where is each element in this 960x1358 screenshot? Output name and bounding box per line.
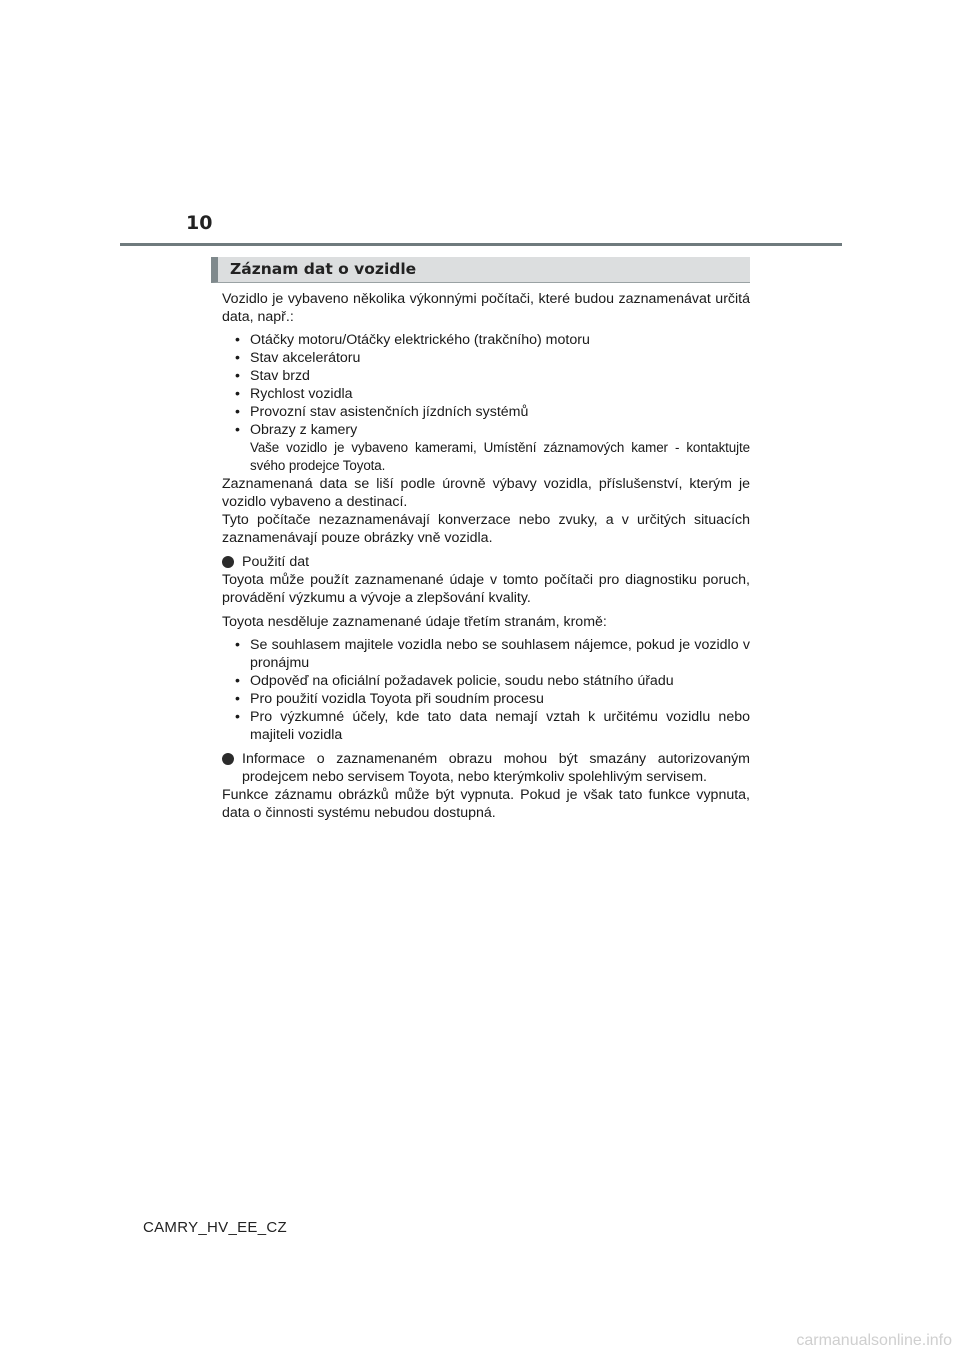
deletion-paragraph: Informace o zaznamenaném obrazu mohou být smazány autorizovaným prodejcem nebo servisem Toyota, nebo kterýmkoliv spolehlivým servisem. [242, 751, 750, 785]
usage-block [222, 553, 750, 607]
page-number: 10 [186, 212, 213, 234]
section-content [222, 290, 750, 822]
bullet-dot-icon: • [235, 332, 240, 348]
list-item: • Pro výzkumné účely, kde tato data nemají vztah k určitému vozidlu nebo majiteli vozidla [235, 709, 750, 743]
list-item: • Stav akcelerátoru [235, 350, 361, 366]
bullet-dot-icon: • [235, 386, 240, 402]
list-item: • Odpověď na oficiální požadavek policie, soudu nebo státního úřadu [235, 673, 674, 689]
sharing-exceptions-list [222, 636, 750, 744]
deletion-block [222, 750, 750, 786]
intro-paragraph: Vozidlo je vybaveno několika výkonnými počítači, které budou zaznamenávat určitá data, např.: [222, 291, 750, 325]
camera-note: Vaše vozidlo je vybaveno kamerami, Umístění záznamových kamer - kontaktujte svého prodejce Toyota. [250, 440, 750, 473]
bullet-dot-icon: • [235, 350, 240, 366]
list-item: • Pro použití vozidla Toyota při soudním procesu [235, 691, 544, 707]
section-header [211, 257, 750, 283]
section-title: Záznam dat o vozidle [230, 260, 417, 278]
bullet-dot-icon: • [235, 673, 240, 689]
list-item: • Provozní stav asistenčních jízdních systémů [235, 404, 529, 420]
list-item: • Stav brzd [235, 368, 310, 384]
usage-heading: Použití dat [242, 554, 310, 570]
bullet-dot-icon: • [235, 691, 240, 707]
filled-circle-icon [222, 753, 234, 765]
bullet-dot-icon: • [235, 422, 240, 438]
variation-paragraph: Zaznamenaná data se liší podle úrovně výbavy vozidla, příslušenství, kterým je vozidlo vybaveno a destinací. [222, 476, 750, 510]
list-item: • Obrazy z kamery Vaše vozidlo je vybaveno kamerami, Umístění záznamových kamer - kontaktujte svého prodejce Toyota. [235, 422, 750, 473]
no-audio-paragraph: Tyto počítače nezaznamenávají konverzace nebo zvuky, a v určitých situacích zaznamenávají pouze obrázky vně vozidla. [222, 512, 750, 546]
list-item: • Otáčky motoru/Otáčky elektrického (trakčního) motoru [235, 332, 590, 348]
sharing-intro: Toyota nesděluje zaznamenané údaje třetím stranám, kromě: [222, 614, 607, 630]
bullet-dot-icon: • [235, 404, 240, 420]
header-rule [120, 243, 842, 246]
list-item: • Se souhlasem majitele vozidla nebo se souhlasem nájemce, pokud je vozidlo v pronájmu [235, 637, 750, 671]
bullet-dot-icon: • [235, 709, 240, 725]
usage-paragraph: Toyota může použít zaznamenané údaje v tomto počítači pro diagnostiku poruch, provádění výzkumu a vývoje a zlepšování kvality. [222, 572, 750, 606]
document-code: CAMRY_HV_EE_CZ [143, 1219, 287, 1236]
list-item: • Rychlost vozidla [235, 386, 353, 402]
filled-circle-icon [222, 556, 234, 568]
watermark-text: carmanualsonline.info [796, 1332, 952, 1349]
bullet-dot-icon: • [235, 368, 240, 384]
recorded-data-list [222, 331, 750, 475]
bullet-dot-icon: • [235, 637, 240, 653]
final-paragraph: Funkce záznamu obrázků může být vypnuta. Pokud je však tato funkce vypnuta, data o činnosti systému nebudou dostupná. [222, 787, 750, 821]
